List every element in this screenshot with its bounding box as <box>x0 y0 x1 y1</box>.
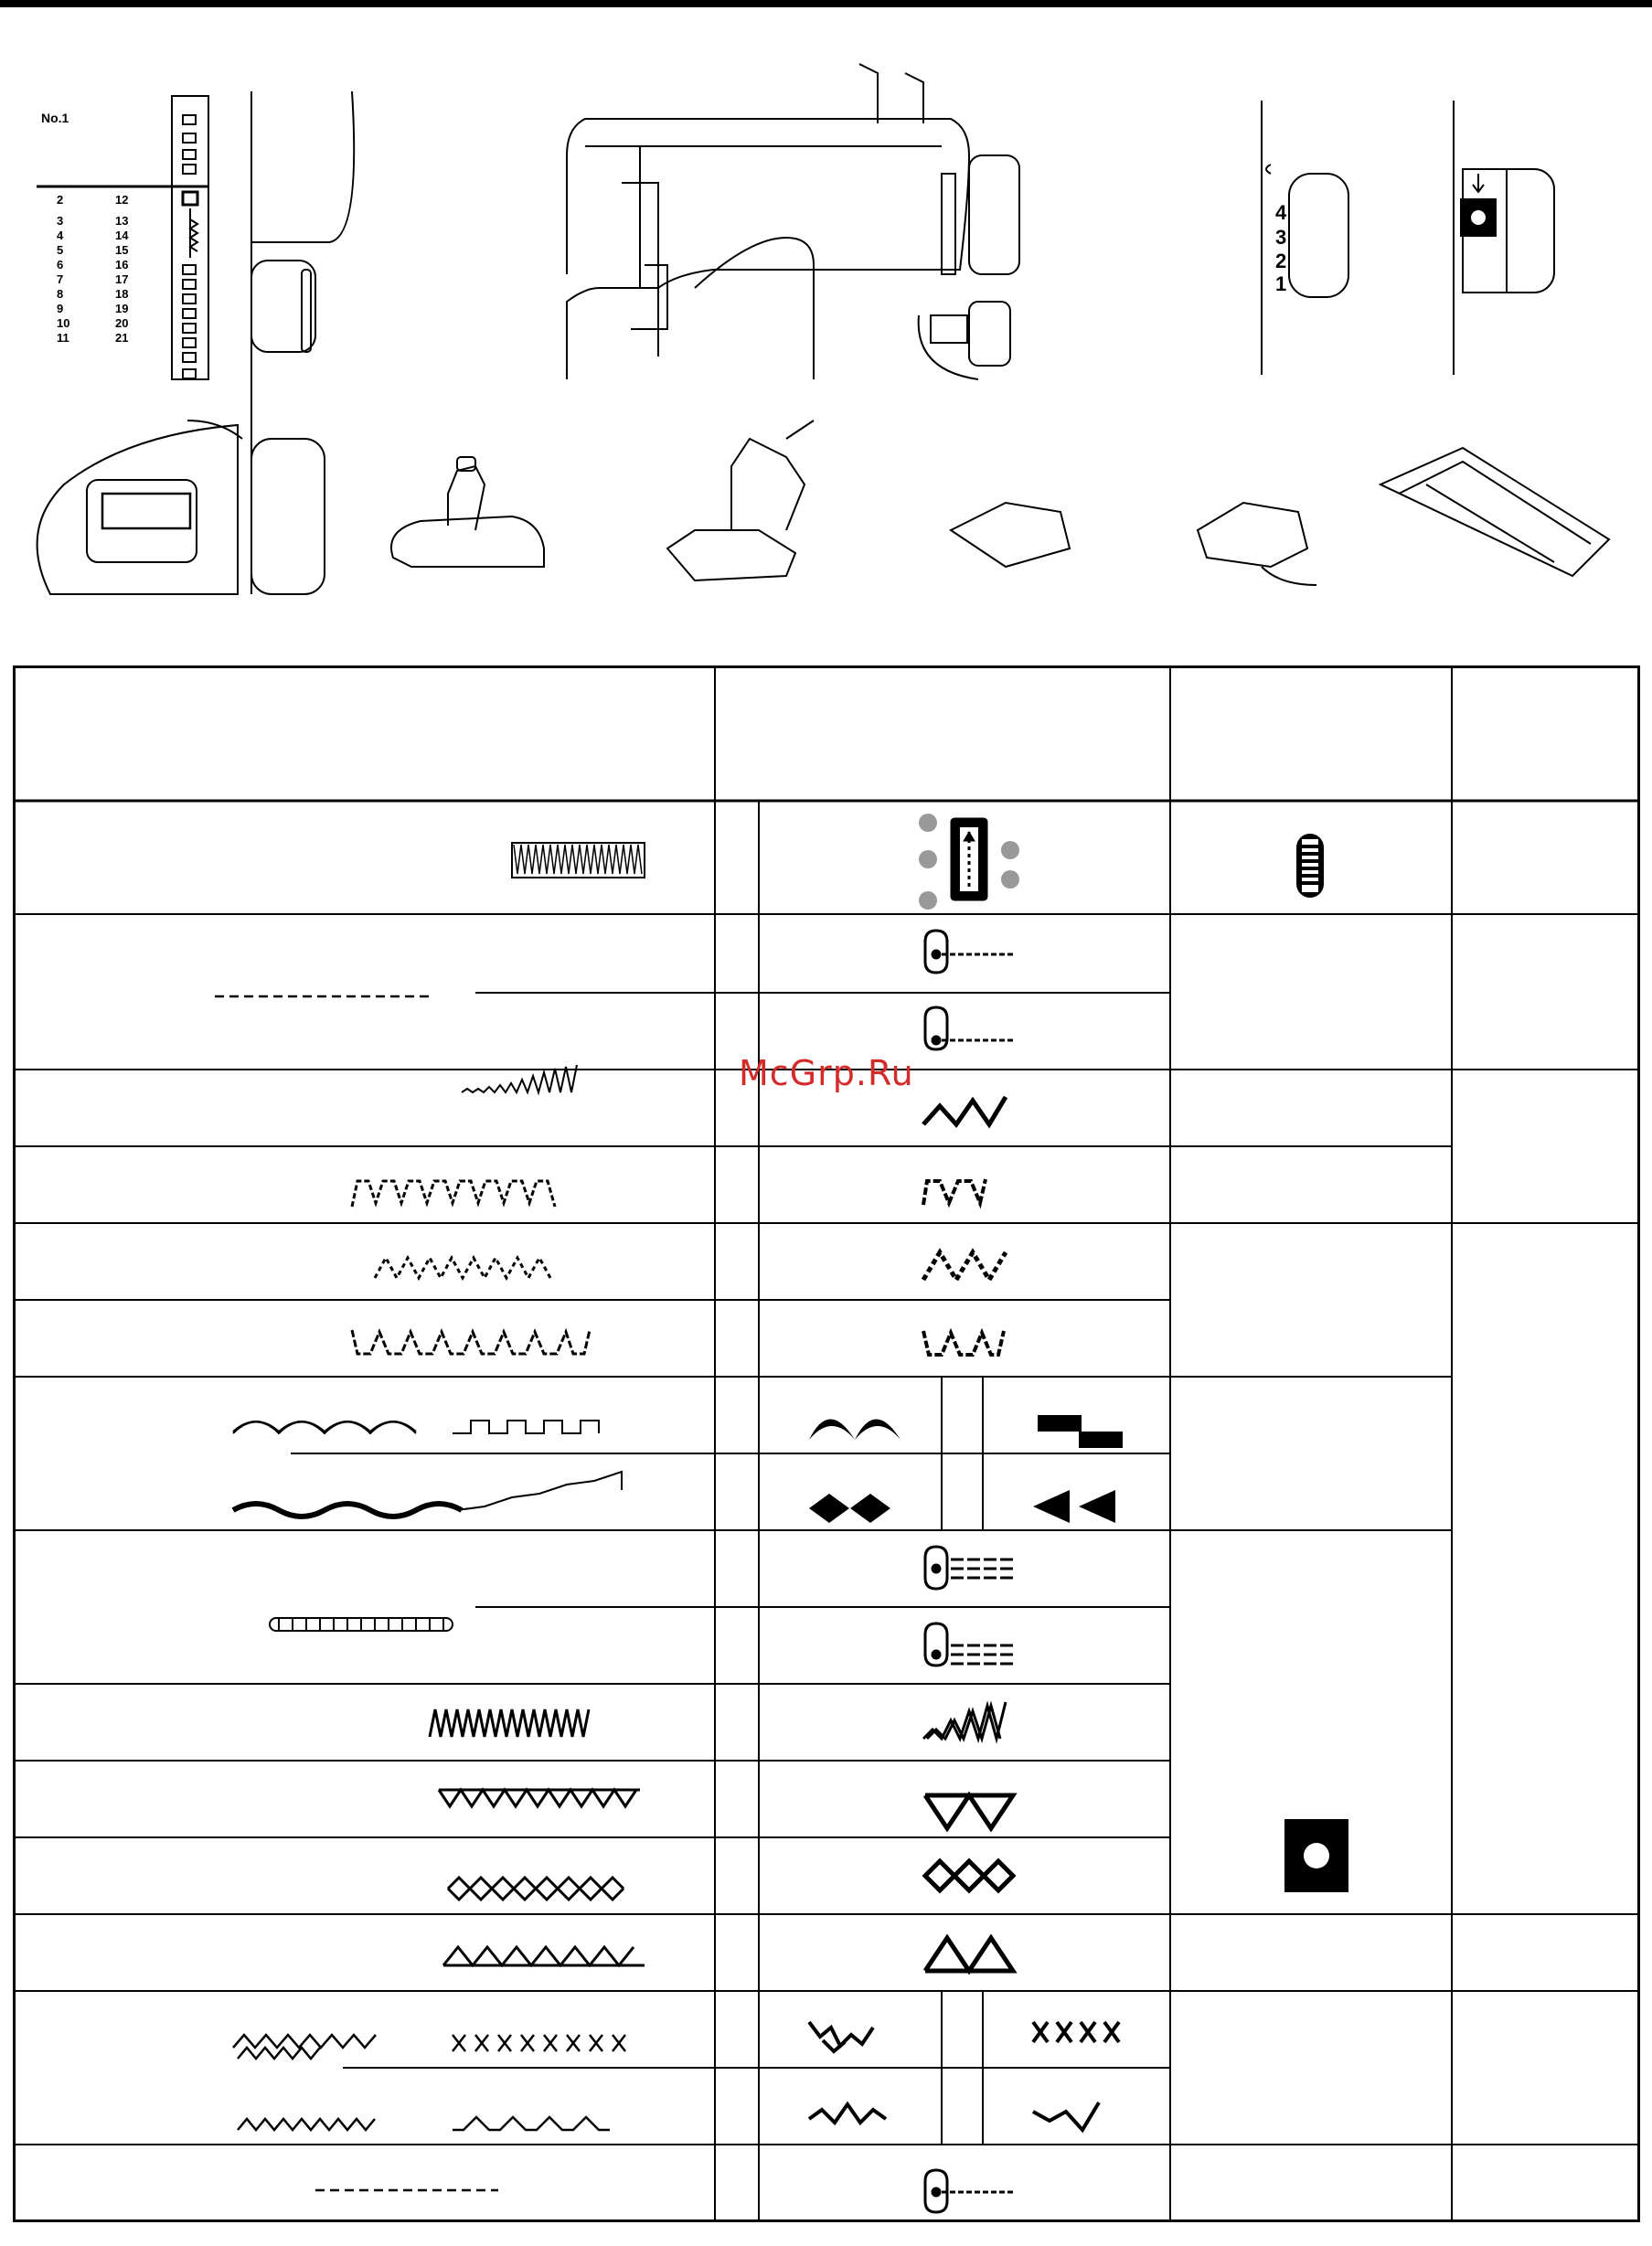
watermark: McGrp.Ru <box>739 1053 914 1093</box>
sample-feather <box>443 1947 645 1965</box>
svg-text:17: 17 <box>115 272 129 286</box>
svg-text:13: 13 <box>115 214 129 228</box>
symbol-straight-left <box>925 931 1013 973</box>
symbol-blind-hem <box>923 1179 986 1205</box>
dial-symbol-square-dot <box>1284 1819 1348 1892</box>
sample-triple-zigzag <box>430 1709 589 1737</box>
symbol-block <box>1038 1415 1123 1448</box>
sample-honeycomb <box>448 1878 623 1900</box>
sample-overedge <box>352 1330 590 1354</box>
symbol-buttonhole <box>919 814 1019 910</box>
sample-elastic-zigzag <box>375 1258 550 1278</box>
sample-ladder <box>439 1790 640 1806</box>
svg-text:11: 11 <box>57 331 69 345</box>
symbol-triple-zigzag <box>923 1702 1006 1739</box>
svg-text:3: 3 <box>57 214 64 228</box>
sample-buttonhole <box>512 843 645 878</box>
symbol-feather <box>925 1938 1013 1971</box>
symbol-shell <box>809 1420 901 1441</box>
length-1: 1 <box>1275 272 1287 295</box>
symbol-zigzag <box>923 1097 1006 1124</box>
svg-text:6: 6 <box>57 258 64 271</box>
svg-text:4: 4 <box>57 229 64 242</box>
svg-text:20: 20 <box>115 316 129 330</box>
sample-straight <box>215 996 498 2190</box>
svg-text:16: 16 <box>115 258 129 271</box>
svg-text:8: 8 <box>57 287 64 301</box>
svg-text:19: 19 <box>115 302 129 315</box>
svg-text:14: 14 <box>115 229 129 242</box>
symbol-rick-rack <box>1033 2022 1119 2042</box>
length-4: 4 <box>1275 201 1287 224</box>
symbol-serpentine-2 <box>1033 2102 1099 2130</box>
symbol-honeycomb <box>925 1861 1013 1890</box>
sample-cross-rick-serpentine <box>233 2035 625 2130</box>
symbol-arrow <box>1033 1490 1115 1523</box>
dial-symbol-buttonhole <box>1296 834 1324 898</box>
svg-text:21: 21 <box>115 331 129 345</box>
symbol-triple-straight-center <box>925 1623 1015 1666</box>
svg-text:5: 5 <box>57 243 64 257</box>
svg-text:7: 7 <box>57 272 64 286</box>
symbol-overedge <box>923 1331 1004 1355</box>
symbol-diamond <box>809 1494 890 1523</box>
symbol-elastic-zigzag <box>923 1252 1006 1280</box>
svg-text:10: 10 <box>57 316 70 330</box>
symbol-cross-stitch <box>809 2022 873 2051</box>
svg-text:18: 18 <box>115 287 129 301</box>
symbol-triple-straight-left <box>925 1547 1015 1589</box>
model-label: No.1 <box>41 111 69 125</box>
sample-triple-straight <box>270 1618 453 1631</box>
symbol-straight-center <box>925 1007 1013 1049</box>
symbol-ladder <box>925 1795 1013 1828</box>
sample-blind-hem <box>352 1181 555 1207</box>
svg-text:2: 2 <box>57 193 64 207</box>
length-3: 3 <box>1275 226 1287 249</box>
symbol-serpentine <box>809 2104 886 2123</box>
sample-shell-scallop <box>233 1421 622 1517</box>
svg-text:15: 15 <box>115 243 129 257</box>
symbol-straight-basting <box>925 2170 1013 2212</box>
svg-text:9: 9 <box>57 302 64 315</box>
length-2: 2 <box>1275 250 1287 272</box>
svg-text:12: 12 <box>115 193 129 207</box>
